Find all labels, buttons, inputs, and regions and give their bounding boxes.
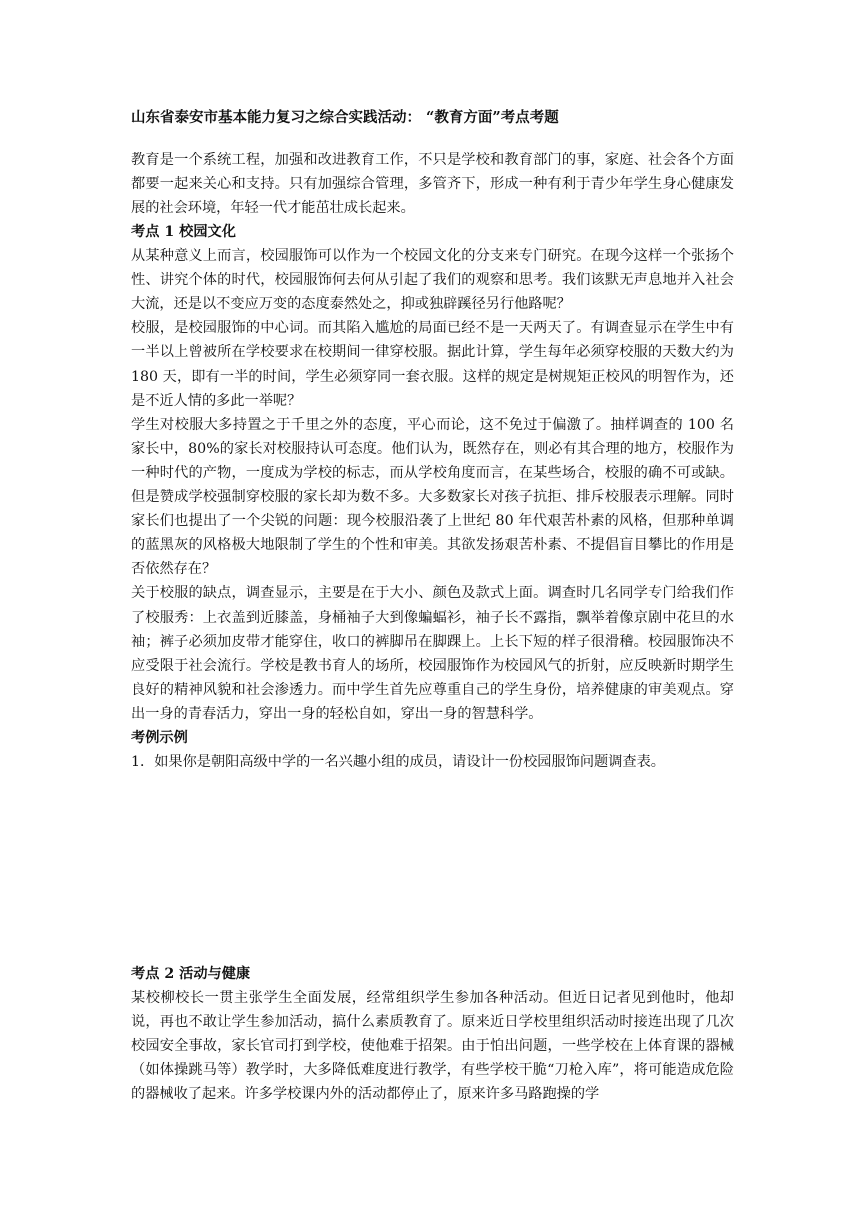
intro-paragraph: 教育是一个系统工程，加强和改进教育工作，不只是学校和教育部门的事，家庭、社会各个方面都要一起来关心和支持。只有加强综合管理，多管齐下，形成一种有利于青少年学生身心健康发展的社会环境，年轻一代才能茁壮成长起来。 bbox=[131, 152, 734, 217]
intro-block bbox=[131, 148, 734, 220]
body-paragraph: 学生对校服大多持置之于千里之外的态度，平心而论，这不免过于偏激了。抽样调查的 100 名家长中，80%的家长对校服持认可态度。他们认为，既然存在，则必有其合理的地方，校服作为一种时代的产物，一度成为学校的标志，而从学校角度而言，在某些场合，校服的确不可或缺。但是赞成学校强制穿校服的家长却为数不多。大多数家长对孩子抗拒、排斥校服表示理解。同时家长们也提出了一个尖锐的问题：现今校服沿袭了上世纪 80 年代艰苦朴素的风格，但那种单调的蓝黑灰的风格极大地限制了学生的个性和审美。其欲发扬艰苦朴素、不提倡盲目攀比的作用是否依然存在？ bbox=[131, 416, 734, 578]
example-heading: 考例示例 bbox=[131, 729, 188, 746]
body-paragraph: 关于校服的缺点，调查显示，主要是在于大小、颜色及款式上面。调查时几名同学专门给我们作了校服秀：上衣盖到近膝盖，身桶袖子大到像蝙蝠衫，袖子长不露指，飘举着像京剧中花旦的水袖；裤子必须加皮带才能穿住，收口的裤脚吊在脚踝上。上长下短的样子很滑稽。校园服饰决不应受限于社会流行。学校是教书育人的场所，校园服饰作为校园风气的折射，应反映新时期学生良好的精神风貌和社会渗透力。而中学生首先应尊重自己的学生身份，培养健康的审美观点。穿出一身的青春活力，穿出一身的轻松自如，穿出一身的智慧科学。 bbox=[131, 585, 734, 722]
section-campus-culture bbox=[131, 220, 734, 774]
section-heading: 考点 1 校园文化 bbox=[131, 224, 236, 240]
section-activity-health bbox=[131, 962, 734, 1107]
body-paragraph: 某校柳校长一贯主张学生全面发展，经常组织学生参加各种活动。但近日记者见到他时，他却说，再也不敢让学生参加活动，搞什么素质教育了。原来近日学校里组织活动时接连出现了几次校园安全事故，家长官司打到学校，使他难于招架。由于怕出问题，一些学校在上体育课的器械（如体操跳马等）教学时，大多降低难度进行教学，有些学校干脆“刀枪入库”，将可能造成危险的器械收了起来。许多学校课内外的活动都停止了，原来许多马路跑操的学 bbox=[131, 990, 734, 1103]
body-paragraph: 从某种意义上而言，校园服饰可以作为一个校园文化的分支来专门研究。在现今这样一个张扬个性、讲究个体的时代，校园服饰何去何从引起了我们的观察和思考。我们该默无声息地并入社会大流，还是以不变应万变的态度泰然处之，抑或独辟蹊径另行他路呢？ bbox=[131, 248, 734, 313]
document-title: 山东省泰安市基本能力复习之综合实践活动： “教育方面”考点考题 bbox=[131, 109, 559, 126]
exam-question: 1．如果你是朝阳高级中学的一名兴趣小组的成员，请设计一份校园服饰问题调查表。 bbox=[131, 754, 665, 771]
body-paragraph: 校服，是校园服饰的中心词。而其陷入尴尬的局面已经不是一天两天了。有调查显示在学生中有一半以上曾被所在学校要求在校期间一律穿校服。据此计算，学生每年必须穿校服的天数大约为 180 天，即有一半的时间，学生必须穿同一套衣服。这样的规定是树规矩正校风的明智作为，还是不近人情的多此一举呢？ bbox=[131, 320, 734, 409]
section-heading: 考点 2 活动与健康 bbox=[131, 966, 251, 982]
